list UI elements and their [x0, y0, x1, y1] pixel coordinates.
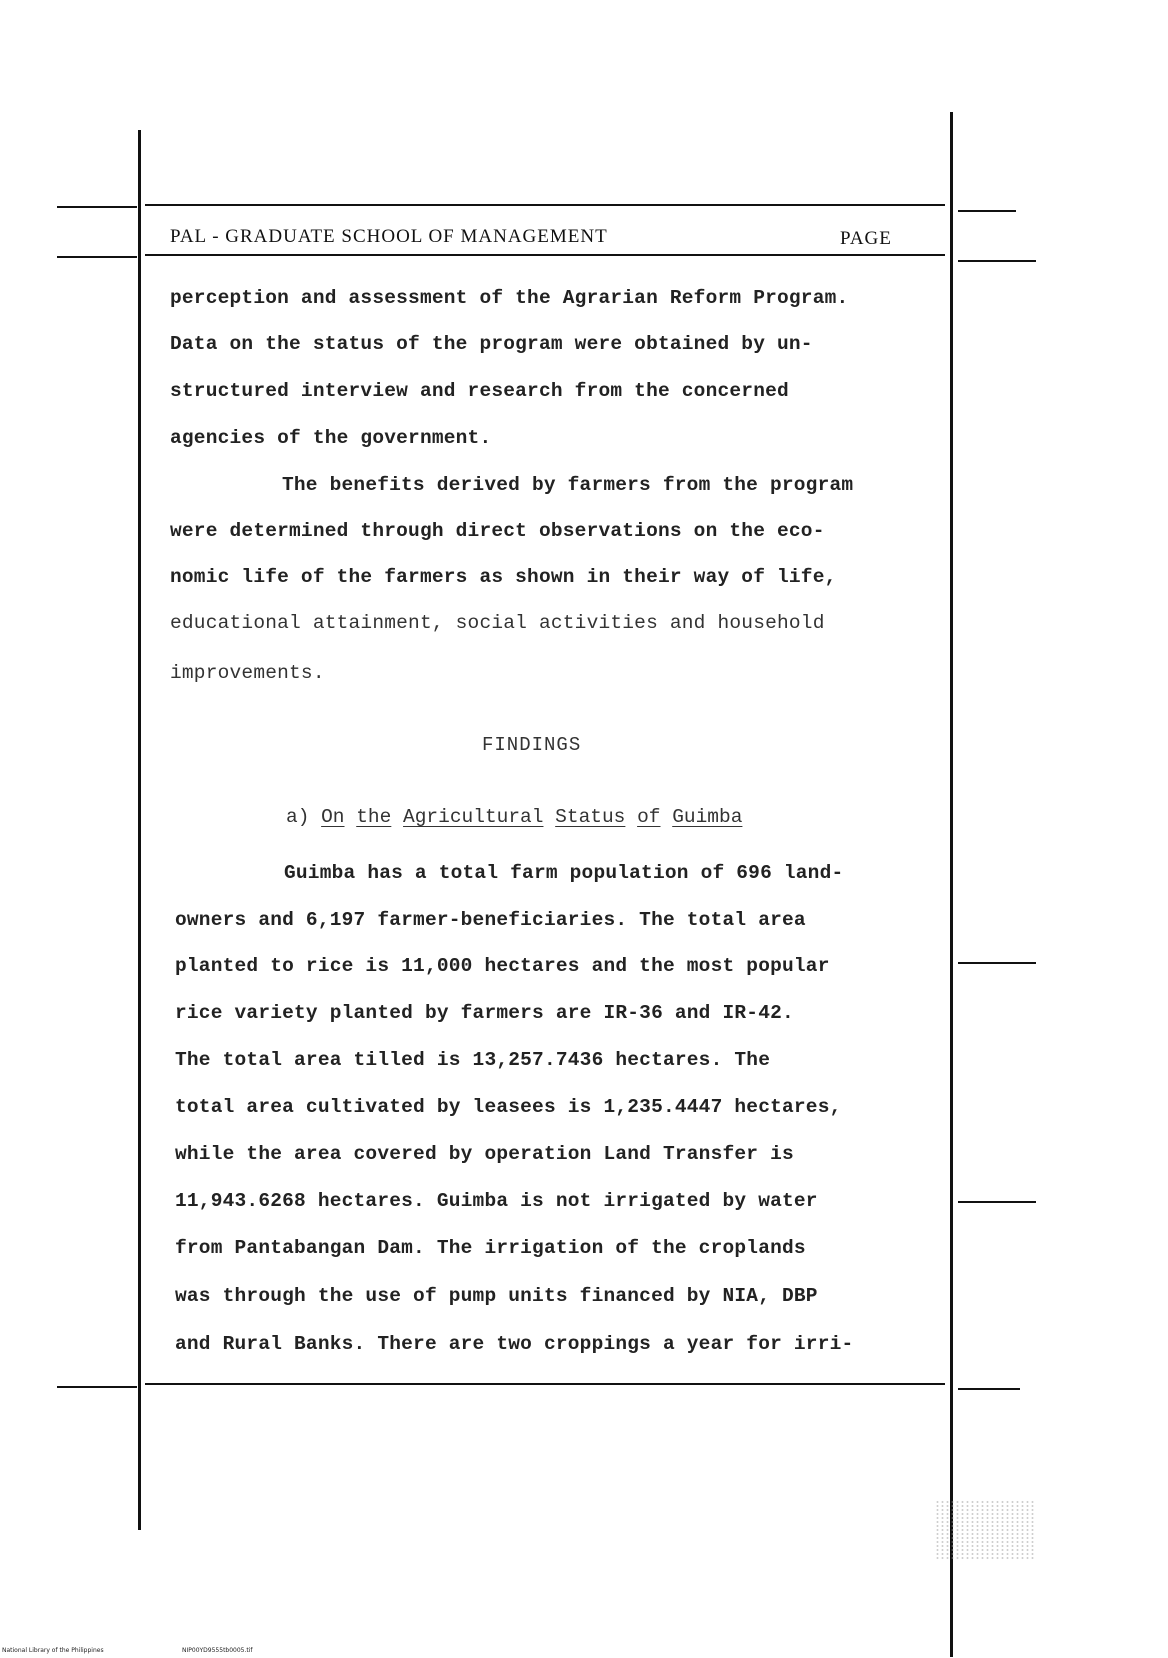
text-line: were determined through direct observations on the eco- — [170, 520, 825, 542]
top-rule-left — [57, 206, 137, 208]
bottom-rule-main — [145, 1383, 945, 1385]
text-line: rice variety planted by farmers are IR-36 and IR-42. — [175, 1002, 794, 1024]
page-label: PAGE — [840, 228, 892, 249]
bottom-rule-right — [958, 1388, 1020, 1390]
text-line: from Pantabangan Dam. The irrigation of the croplands — [175, 1237, 806, 1259]
text-line: The benefits derived by farmers from the program — [282, 474, 854, 496]
top-rule-right — [958, 210, 1016, 212]
text-line: structured interview and research from the concerned — [170, 380, 789, 402]
side-tick-2 — [958, 1201, 1036, 1203]
institution-name: PAL - GRADUATE SCHOOL OF MANAGEMENT — [170, 226, 608, 247]
subheading-word: Agricultural — [403, 806, 544, 828]
header-rule-right — [958, 260, 1036, 262]
subheading-word: Status — [555, 806, 626, 828]
bottom-rule-left — [57, 1386, 137, 1388]
text-line: Guimba has a total farm population of 696 land- — [284, 862, 844, 884]
scan-speckle — [935, 1500, 1035, 1560]
text-line: nomic life of the farmers as shown in their way of life, — [170, 566, 837, 588]
text-line: 11,943.6268 hectares. Guimba is not irrigated by water — [175, 1190, 818, 1212]
right-margin-rule — [950, 112, 953, 1657]
library-credit: National Library of the Philippines — [2, 1647, 104, 1654]
text-line: perception and assessment of the Agrarian Reform Program. — [170, 287, 849, 309]
top-rule-main — [145, 204, 945, 206]
subheading — [286, 806, 742, 828]
left-margin-rule — [138, 130, 141, 1530]
subheading-word: the — [356, 806, 392, 828]
subheading-marker: a) — [286, 806, 310, 828]
section-heading: FINDINGS — [482, 734, 582, 756]
subheading-word: Guimba — [672, 806, 743, 828]
text-line: Data on the status of the program were obtained by un- — [170, 333, 813, 355]
subheading-word: of — [637, 806, 661, 828]
text-line: was through the use of pump units financed by NIA, DBP — [175, 1285, 818, 1307]
text-line: total area cultivated by leasees is 1,235.4447 hectares, — [175, 1096, 842, 1118]
subheading-word: On — [321, 806, 345, 828]
text-line: The total area tilled is 13,257.7436 hectares. The — [175, 1049, 771, 1071]
text-line: agencies of the government. — [170, 427, 492, 449]
text-line: owners and 6,197 farmer-beneficiaries. The total area — [175, 909, 806, 931]
header-rule-left — [57, 256, 137, 258]
header-rule-main — [145, 254, 945, 256]
text-line: educational attainment, social activities and household — [170, 612, 825, 634]
file-id: NIP00YD9555tb0005.tif — [182, 1647, 253, 1654]
text-line: and Rural Banks. There are two croppings a year for irri- — [175, 1333, 854, 1355]
text-line: while the area covered by operation Land Transfer is — [175, 1143, 794, 1165]
side-tick-1 — [958, 962, 1036, 964]
text-line: improvements. — [170, 662, 325, 684]
text-line: planted to rice is 11,000 hectares and the most popular — [175, 955, 830, 977]
